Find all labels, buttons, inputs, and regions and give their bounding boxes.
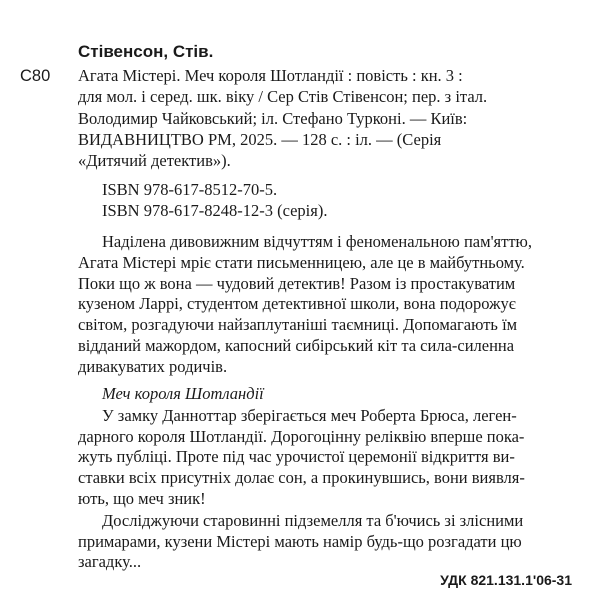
annotation-line: Агата Містері мріє стати письменницею, але це в майбутньому. (78, 253, 525, 272)
annotation-line: Наділена дивовижним відчуттям і феноменальною пам'яттю, (102, 232, 533, 251)
synopsis-line: дарного короля Шотландії. Дорогоцінну реліквію вперше пока- (78, 427, 525, 446)
synopsis-line: примарами, кузени Містері мають намір будь-що розгадати цю (78, 532, 522, 551)
synopsis-line: ють, що меч зник! (78, 489, 206, 508)
isbn-line: ISBN 978-617-8512-70-5. (102, 180, 278, 199)
synopsis-line: жуть публіці. Проте під час урочистої церемонії відкриття ви- (78, 447, 515, 466)
annotation-line: кузеном Ларрі, студентом детективної школи, вона подорожує (78, 294, 516, 313)
isbn-series-line: ISBN 978-617-8248-12-3 (серія). (102, 201, 328, 220)
classification-mark: С80 (20, 67, 51, 85)
biblio-line: Агата Містері. Меч короля Шотландії : повість : кн. 3 : (78, 66, 463, 85)
synopsis-line: ставки всіх присутніх долає сон, а прокинувшись, вони виявля- (78, 468, 525, 487)
annotation-line: світом, розгадуючи найзаплутаніші таємниці. Допомагають їм (78, 315, 518, 334)
synopsis-line: У замку Данноттар зберігається меч Роберта Брюса, леген- (102, 406, 517, 425)
annotation-line: Поки що ж вона — чудовий детектив! Разом із простакуватим (78, 274, 516, 293)
synopsis-line: загадку... (78, 552, 142, 571)
udc-code: УДК 821.131.1'06-31 (440, 572, 572, 588)
biblio-line: ВИДАВНИЦТВО РМ, 2025. — 128 с. : іл. — (Серія (78, 130, 442, 149)
annotation-line: відданий мажордом, капосний сибірський кіт та сила-силенна (78, 336, 515, 355)
biblio-line: для мол. і серед. шк. віку / Сер Стів Стівенсон; пер. з італ. (78, 87, 488, 106)
annotation-line: дивакуватих родичів. (78, 357, 228, 376)
book-title-heading: Меч короля Шотландії (102, 384, 264, 403)
biblio-line: «Дитячий детектив»). (78, 151, 231, 170)
biblio-line: Володимир Чайковський; іл. Стефано Турконі. — Київ: (78, 109, 468, 128)
author-heading: Стівенсон, Стів. (78, 42, 214, 61)
synopsis-line: Досліджуючи старовинні підземелля та б'ючись зі злісними (102, 511, 524, 530)
